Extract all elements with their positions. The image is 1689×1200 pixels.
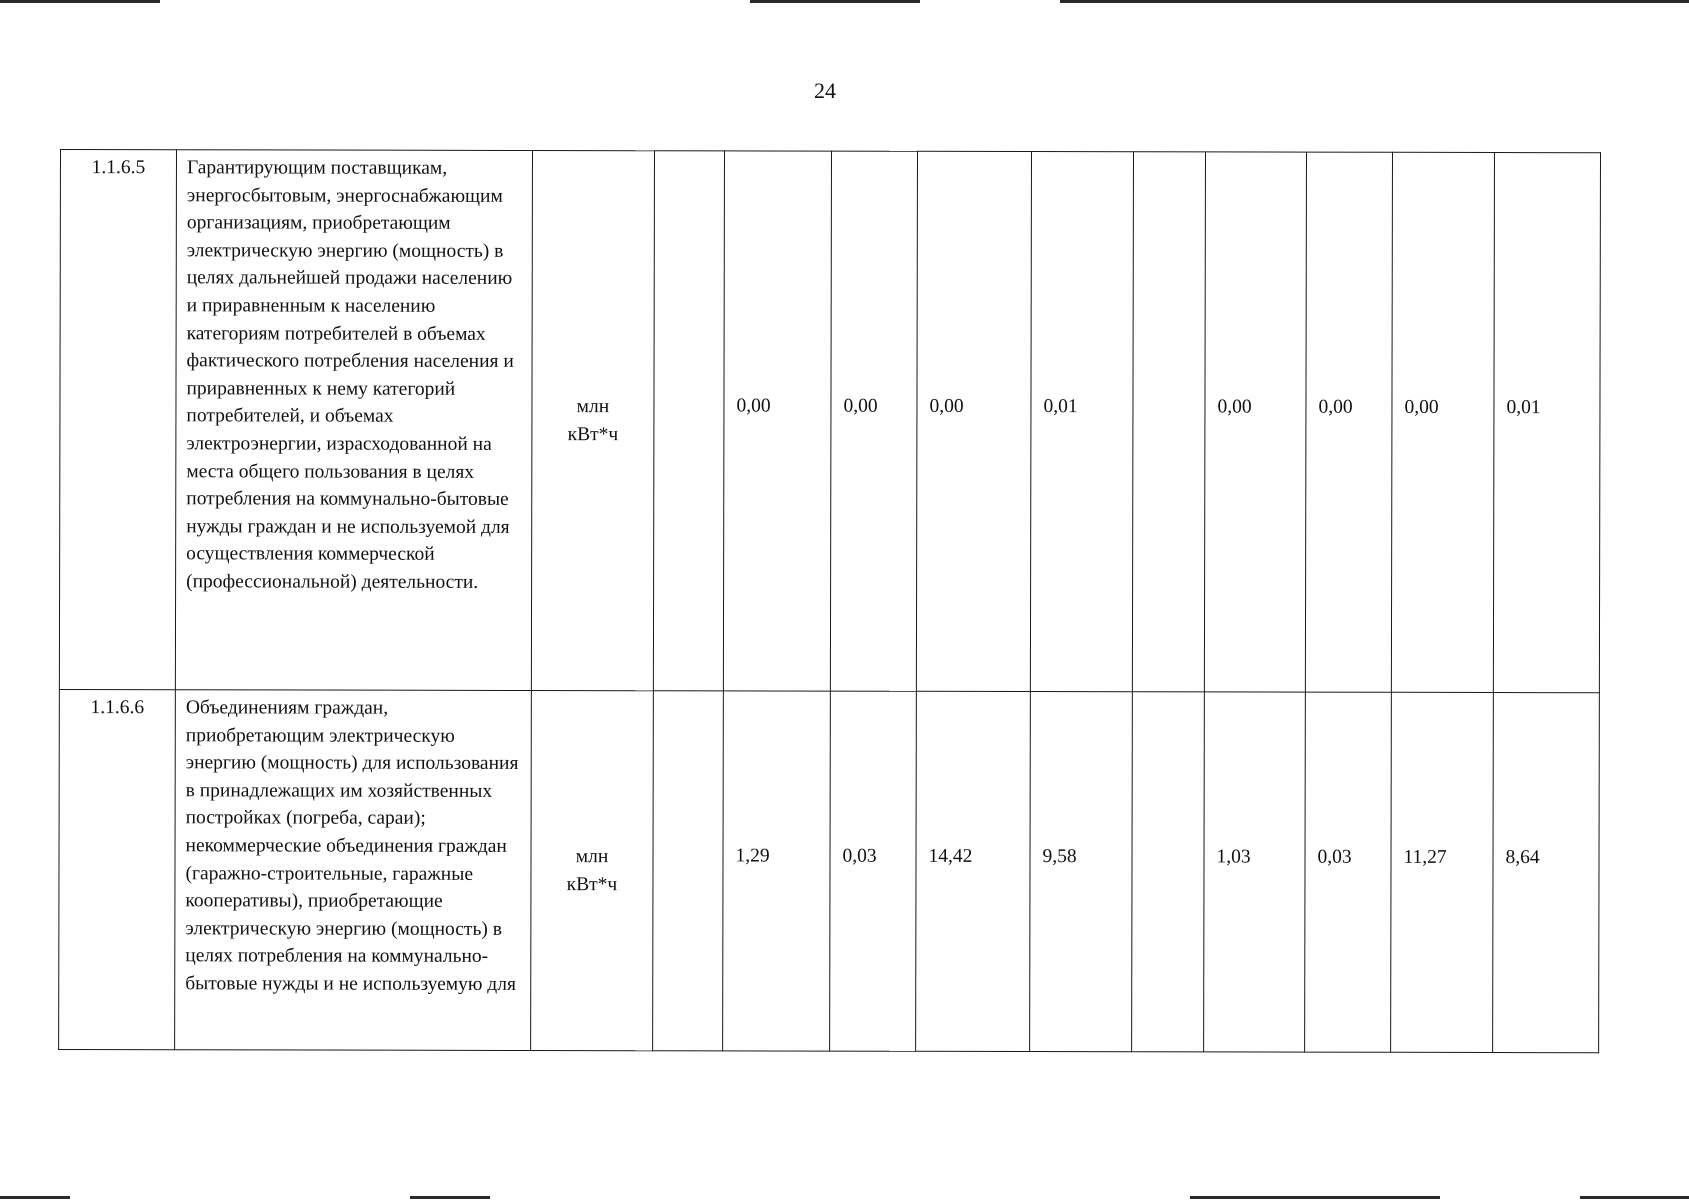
value-cell: 0,03 xyxy=(1305,692,1392,1052)
value-cell: 14,42 xyxy=(916,691,1031,1051)
row-unit xyxy=(531,150,654,690)
table-row xyxy=(59,689,1600,1052)
value-cell xyxy=(1132,692,1205,1052)
value-cell: 0,00 xyxy=(916,151,1031,691)
scan-edge-mark xyxy=(0,0,160,3)
tariff-volume-table xyxy=(58,149,1601,1053)
unit-line: млн xyxy=(575,845,609,868)
scan-edge-mark xyxy=(1060,0,1689,3)
value-cell: 0,00 xyxy=(723,151,831,691)
value-cell: 1,29 xyxy=(723,691,831,1051)
value-cell: 1,03 xyxy=(1204,692,1306,1052)
page-number: 24 xyxy=(814,78,836,103)
value-cell xyxy=(653,691,724,1051)
row-description: Объединениям граждан, приобретающим электрическую энергию (мощность) для использования в принадлежащих им хозяйственных постройках (погреба, сараи); некоммерческие объединения граждан (гаражно-строительные, гаражные кооперативы), приобретающие электрическую энергию (мощность) в целях потребления на коммунально-бытовые нужды и не используемую для xyxy=(175,690,532,1051)
value-cell: 0,01 xyxy=(1493,153,1600,693)
table-row xyxy=(59,150,1600,693)
scan-edge-mark xyxy=(750,0,920,3)
scan-edge-mark xyxy=(1190,1196,1440,1199)
value-cell: 0,00 xyxy=(1391,152,1494,692)
value-cell: 0,03 xyxy=(830,691,917,1051)
row-code: 1.1.6.6 xyxy=(59,689,176,1049)
value-cell: 0,00 xyxy=(830,151,917,691)
value-cell xyxy=(1132,152,1205,692)
value-cell: 8,64 xyxy=(1493,693,1600,1053)
value-cell: 0,00 xyxy=(1305,152,1392,692)
row-unit xyxy=(531,690,654,1050)
value-cell: 0,01 xyxy=(1030,152,1133,692)
row-description: Гарантирующим поставщикам, энергосбытовым, энергоснабжающим организациям, приобретающим электрическую энергию (мощность) в целях дальнейшей продажи населению и приравненным к населению категориям потребителей в объемах фактического потребления населения и приравненных к нему категорий потребителей, и объемах электроэнергии, израсходованной на места общего пользования в целях потребления на коммунально-бытовые нужды граждан и не используемой для осуществления коммерческой (профессиональной) деятельности. xyxy=(175,150,532,691)
scan-edge-mark xyxy=(1580,1196,1689,1199)
scan-edge-mark xyxy=(410,1196,490,1199)
value-cell xyxy=(653,151,724,691)
unit-line: кВт*ч xyxy=(567,423,619,445)
scan-edge-mark xyxy=(0,1196,70,1199)
unit-line: кВт*ч xyxy=(566,873,618,895)
value-cell: 9,58 xyxy=(1030,692,1133,1052)
value-cell: 11,27 xyxy=(1391,692,1494,1052)
unit-line: млн xyxy=(576,395,610,418)
row-code: 1.1.6.5 xyxy=(59,150,176,690)
value-cell: 0,00 xyxy=(1204,152,1306,692)
